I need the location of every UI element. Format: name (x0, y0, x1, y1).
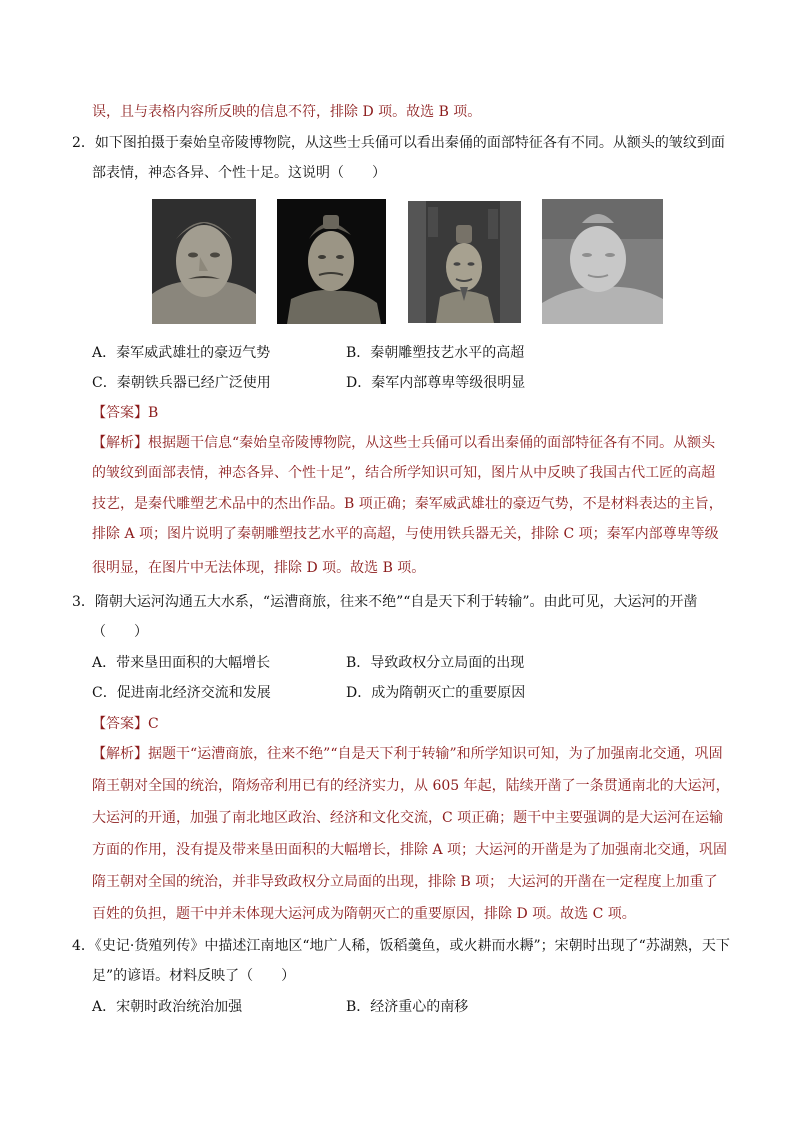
question-2-option-a: A．秦军威武雄壮的豪迈气势 (92, 345, 271, 361)
question-3-analysis-line-1: 【解析】据题干“运漕商旅，往来不绝”“自是天下利于转输”和所学知识可知，为了加强南北交通，巩固 (92, 746, 723, 762)
question-3-option-d: D．成为隋朝灭亡的重要原因 (346, 685, 526, 701)
terracotta-warrior-photo-1 (152, 199, 256, 324)
question-3-option-a: A．带来垦田面积的大幅增长 (92, 655, 271, 671)
question-4-option-a: A．宋朝时政治统治加强 (92, 999, 243, 1015)
question-2-stem-line-2: 部表情，神态各异、个性十足。这说明（ ） (92, 165, 386, 181)
question-3-stem-line-2: （ ） (92, 624, 148, 640)
question-3-analysis-line-5: 隋王朝对全国的统治，并非导致政权分立局面的出现，排除 B 项； 大运河的开凿在一定程度上加重了 (92, 874, 718, 890)
question-2-answer: 【答案】B (92, 405, 159, 421)
question-3-answer: 【答案】C (92, 716, 159, 732)
question-2-analysis-line-3: 技艺，是秦代雕塑艺术品中的杰出作品。B 项正确；秦军威武雄壮的豪迈气势，不是材料表达的主旨， (92, 496, 723, 512)
question-3-analysis-line-2: 隋王朝对全国的统治，隋炀帝利用已有的经济实力，从 605 年起，陆续开凿了一条贯通南北的大运河， (92, 778, 730, 794)
question-4-stem-line-1: 4．《史记·货殖列传》中描述江南地区“地广人稀，饭稻羹鱼，或火耕而水耨”；宋朝时出现了“苏湖熟，天下 (72, 938, 730, 954)
question-2-analysis-line-5: 很明显，在图片中无法体现，排除 D 项。故选 B 项。 (92, 560, 426, 576)
question-2-analysis-line-2: 的皱纹到面部表情，神态各异、个性十足”，结合所学知识可知，图片从中反映了我国古代工匠的高超 (92, 465, 716, 481)
question-2-option-d: D．秦军内部尊卑等级很明显 (346, 375, 526, 391)
terracotta-warrior-photo-4 (542, 199, 663, 324)
question-4-option-b: B．经济重心的南移 (346, 999, 469, 1015)
question-3-analysis-line-6: 百姓的负担，题干中并未体现大运河成为隋朝灭亡的重要原因，排除 D 项。故选 C 项。 (92, 906, 636, 922)
question-3-analysis-line-4: 方面的作用，没有提及带来垦田面积的大幅增长，排除 A 项；大运河的开凿是为了加强南北交通，巩固 (92, 842, 728, 858)
question-2-analysis-line-4: 排除 A 项；图片说明了秦朝雕塑技艺水平的高超，与使用铁兵器无关，排除 C 项；秦军内部尊卑等级 (92, 526, 719, 542)
question-3-option-c: C．促进南北经济交流和发展 (92, 685, 271, 701)
question-2-option-c: C．秦朝铁兵器已经广泛使用 (92, 375, 271, 391)
terracotta-warrior-photo-3 (408, 201, 521, 323)
terracotta-warrior-photo-2 (277, 199, 386, 324)
previous-analysis-tail: 误，且与表格内容所反映的信息不符，排除 D 项。故选 B 项。 (92, 104, 482, 120)
question-4-stem-line-2: 足”的谚语。材料反映了（ ） (92, 968, 296, 984)
question-3-analysis-line-3: 大运河的开通，加强了南北地区政治、经济和文化交流，C 项正确；题干中主要强调的是大运河在运输 (92, 810, 724, 826)
question-3-option-b: B．导致政权分立局面的出现 (346, 655, 525, 671)
question-2-stem-line-1: 2．如下图拍摄于秦始皇帝陵博物院，从这些士兵俑可以看出秦俑的面部特征各有不同。从额头的皱纹到面 (72, 135, 725, 151)
question-2-analysis-line-1: 【解析】根据题干信息“秦始皇帝陵博物院，从这些士兵俑可以看出秦俑的面部特征各有不同。从额头 (92, 435, 716, 451)
question-3-stem-line-1: 3．隋朝大运河沟通五大水系，“运漕商旅，往来不绝”“自是天下利于转输”。由此可见，大运河的开凿 (72, 594, 698, 610)
question-2-option-b: B．秦朝雕塑技艺水平的高超 (346, 345, 525, 361)
